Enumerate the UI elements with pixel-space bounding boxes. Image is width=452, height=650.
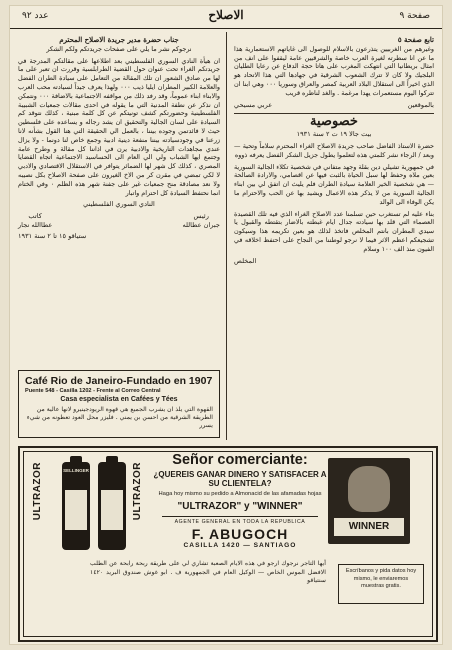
continued-tag: تابع صفحة ٥ (397, 35, 434, 44)
razor-blade-advertisement (18, 446, 438, 642)
page-header (10, 6, 442, 29)
portrait-icon (348, 466, 390, 512)
issue-number: عدد ٩٢ (22, 11, 49, 21)
cafe-advertisement (18, 370, 220, 438)
name-secretary: عطاالله نجار (18, 220, 53, 229)
winner-label: WINNER (334, 518, 404, 536)
winner-package-image (328, 458, 410, 544)
article-paragraph: بناء عليه لم تستغرب حين تسلمنا عدد الاصلاح الغراء الذي فيه تلك القصيدة العصماء التي قلد بها سيادته جدال ايام غبطته بالاضار بتقتطه والقبول يا سيدي المطران بانتم المخلص فاتخذ لذلك هو بعين تكريمه هذا وسيكون تشجيعكم اعظم الاثر فيما لا نرجو لوطننا من النجاح على احتفظ اخلاقه في الفيون منذ الف ١٠٠ وسلام (234, 209, 434, 253)
article-author: عربي مسيحي (234, 100, 273, 109)
ad-question: ¿QUEREIS GANAR DINERO Y SATISFACER A SU CLIENTELA? (153, 470, 327, 488)
letter-date: ستياقو ١٥ تا ٢ سنة ١٩٣١ (18, 231, 87, 240)
ad-po-box: CASILLA 1420 — SANTIAGO (183, 542, 297, 549)
ad-arabic-text: أيها التاجر نرجوك ارجو في هذه الايام الصعبة تشاري لي على طريقة ربحة رابحة عن الطلب الافضل الموس الخاص — الوكيل العام في الجمهورية ف . ابو غوش صندوق البريد ١٤٢٠ سنتياقو (90, 560, 326, 585)
letter-intro: نرجوكم نشر ما يلي على صفحات جريدتكم ولكم الشكر (46, 44, 192, 53)
signatures (18, 212, 220, 230)
ad-agent-label: AGENTE GENERAL EN TODA LA REPUBLICA (174, 519, 306, 525)
letter-heading: جناب حضرة مدير جريدة الاصلاح المحترم (59, 35, 179, 44)
left-column (18, 36, 220, 241)
ad-divider (162, 516, 318, 517)
closing: المخلص (234, 256, 257, 265)
section-heading: خصوصية (310, 114, 358, 130)
ad-agent-name: F. ABUGOCH (191, 526, 289, 542)
ad-title: Señor comerciante: (172, 452, 308, 468)
cafe-title: Café Rio de Janeiro-Fundado en 1907 (25, 375, 213, 387)
page-number: صفحة ٩ (399, 11, 430, 21)
organization-name: النادي السوري الفلسطيني (83, 200, 155, 209)
name-president: جبران عطالله (182, 220, 220, 229)
cafe-arabic-text: القهوة التي يلذ ان يشرب الجميع هي قهوة الريودجينيرو لانها عالية من الطريقة الشرقية من احسن بن يمني . فليزر محل العود تعطونه من شيء يسرر (26, 406, 213, 429)
cafe-tagline: Casa especialista en Cafées y Tées (60, 396, 178, 403)
ad-center-text (152, 450, 328, 549)
ultrazor-package-icon (98, 462, 126, 550)
article-paragraph: في جمهورية تشيلي دين بقلة وجهد متفاني في شخصية تكلاء الجالية السورية بعين ملاه وحفظ لها سبل الحياة بالثبت فيها عن اقصامي، والارادة الصالحة — هي شخصية الخير العلامة سيادة الطران فلم يليث ان اتفق لي بين ابناء الجالية السورية من لا يذكر هذه الاعمال ويشيد بها عن الحب والاحترام ما يكن الوفاء الى الوالد (234, 162, 434, 206)
ultrazor-vertical-label: ULTRAZOR (132, 462, 143, 521)
newspaper-title: الاصلاح (208, 8, 244, 22)
ultrazor-package-icon (62, 462, 90, 550)
role-president: رئيس (193, 212, 209, 221)
right-column (234, 36, 434, 265)
package-brand: SELLINGER (63, 468, 89, 473)
role-secretary: كاتب (28, 212, 42, 221)
dateline: بيت جالا ١٩ ت ٢ سنة ١٩٣١ (296, 130, 372, 139)
ad-products: "ULTRAZOR" y "WINNER" (177, 501, 303, 512)
ad-instruction: Haga hoy mismo su pedido a Almonacid de las afamadas hojas (158, 491, 322, 497)
article-paragraph: حضرة الاستاذ الفاضل صاحب جريدة الاصلاح الغراء المحترم سلاماً وتحية — وبعد / الرجاء نشر كلمتي هذه لتعلموا يطول جزيل الشكر الفضل يعرفه ذووه (234, 141, 434, 159)
ultrazor-vertical-label: ULTRAZOR (32, 462, 43, 521)
newspaper-page (10, 6, 442, 644)
letter-body: ان هيأة النادي السوري الفلسطيني بعد اطلاعها على مقالتكم المدرجة في جريدتكم الغراء تحت عنوان حول القضية الطرابلسية وقررت ان تعبر على ما لها من صادق الشعور ان تلك المقالة من التعامل على سيادة الطران الفضل والعلامة الكبير المطران ايليا ذيب ٠٠٠ ولهذا يعرف جيداً لسيادته محب العرب والابناء ابناء عموماً، وقد رفد ذلك من مواقفه الاجتماعية بالاضافة ٠٠٠ ونتمكن ان نذكر عن نطفة المدنية التي ما يقوله في احدى مقالات جمعيات الشبيبة الفلسطينية وحضورتكم كشف تونيتكم عن كل كلمة مبنية ، كذلك نتوقد كم السيادة على لسان الجالية والتحقيق ان يشد رجاله و يساعده على فلسطين حيث لا فائدتمن وجوده بيننا ، بالعمل الي الحقيقة التي هنا القول بشأنه لانا زرعنا في وجودسيادته بيننا منفعة دينية ادبية وجمع خاص لنا دونما - ولا يزال عندي مجاهدات التاريخية والادبية يرن في اذاننا كل مقالة و وطرح عامة وجتمع ايها الشباب ولي الي العام الى الحساسيد الاجتماعية اتجاه القضايا المصري ، كذلك كل شهر لها الضمائر يتوافر في الاستقلال الاقتصادي والادبي لا لكي تمضي في مقرن كر من الاخ الغيرون على صفحة الاصلاح بكل نصيبه ولا نعد مصادقة منح جمعيات غير على جفنة شهر هذه الظلم ٠ وفي الختام انما نحتفظ السيادة كل احترام واتبار (18, 56, 220, 197)
article-paragraph: وغيرهم من الغربيين يتذرعون بالاسلام للوصول الى غاياتهم الاستعمارية هذا ما عن انا سطرته لغيرة العرب خاصة والشرقيين عامة ليقفوا على انف من امثال بريطانيا التي انتهكت المغرب على هاتا حجة الدفاع عن رعايا الطليان البلجيك ولا كان لا تترك الشعوب الشرقية في جهادها التي هذا الاتحاد هو الذي اخيراً الى استقلال البلاد العربية كمصر والعراق وسوريا ٠٠٠ وهي ابنا ان تتركوا اليوم مستعمرات يهدا مرغمة . والغد لناظره قريب (234, 44, 434, 97)
column-divider (226, 32, 227, 440)
ad-note-box: Escríbanos y pida datos hoy mismo, le enviaremos muestras gratis. (338, 564, 424, 604)
cafe-address: Puente 548 - Casilla 1202 - Frente al Correo Central (25, 388, 161, 394)
signature-place: بالموقعين (407, 100, 434, 109)
